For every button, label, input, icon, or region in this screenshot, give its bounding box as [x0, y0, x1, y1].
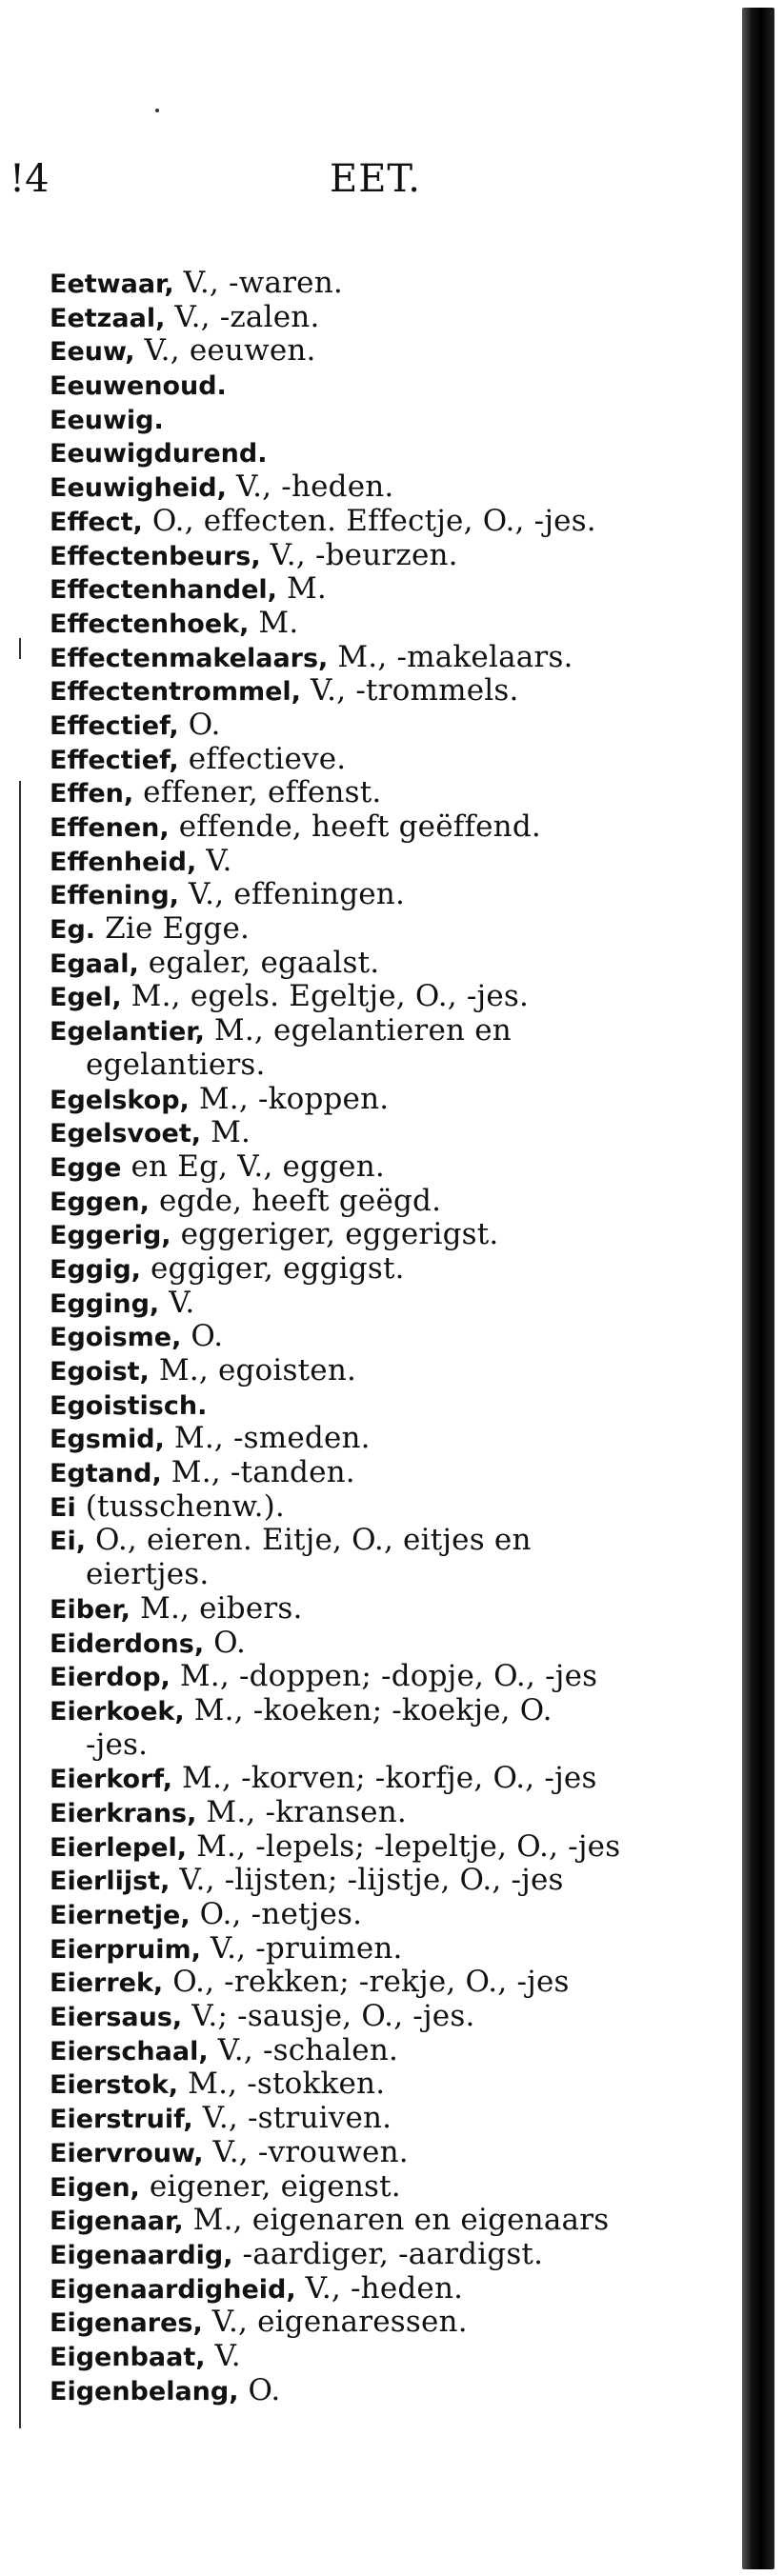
dictionary-entry	[50, 1660, 731, 1694]
entry-definition: O., effecten. Effectje, O., -jes.	[142, 503, 596, 538]
headword: Egsmid,	[50, 1425, 165, 1455]
headword: Eierlepel,	[50, 1832, 188, 1863]
headword: Effening,	[50, 881, 179, 911]
headword: Eggig,	[50, 1254, 141, 1285]
dictionary-entry	[50, 1524, 731, 1558]
headword: Eigenbaat,	[50, 2342, 206, 2372]
dictionary-entry	[50, 1320, 731, 1354]
entry-definition: effende, heeft geëffend.	[169, 809, 541, 844]
headword: Eeuwenoud.	[50, 371, 227, 402]
entry-definition: M., -korven; -korfje, O., -jes	[171, 1761, 597, 1796]
headword: Eierkrans,	[50, 1798, 197, 1828]
entry-definition: effectieve.	[178, 741, 347, 776]
headword: Eiernetje,	[50, 1901, 191, 1930]
entry-definition: egde, heeft geëgd.	[149, 1183, 442, 1218]
entry-definition: V.	[159, 1285, 195, 1320]
entry-definition: O.	[204, 1625, 246, 1660]
entry-definition: V., -struiven.	[192, 2101, 392, 2136]
headword: Eeuwigdurend.	[50, 439, 268, 469]
headword: Eeuwigheid,	[50, 473, 227, 504]
dictionary-entry	[50, 505, 731, 539]
margin-rule	[19, 638, 21, 659]
entry-definition: O., -rekken; -rekje, O., -jes	[163, 1965, 570, 2000]
headword: Eierkoek,	[50, 1696, 185, 1727]
dictionary-entry	[50, 1422, 731, 1456]
headword: Eiersaus,	[50, 2003, 183, 2033]
dictionary-entry	[50, 878, 731, 912]
headword: Eiervrouw,	[50, 2138, 204, 2168]
dictionary-entry	[50, 2204, 731, 2238]
dictionary-entry	[50, 1830, 731, 1865]
dictionary-entry	[50, 1932, 731, 1967]
dictionary-entry	[50, 1116, 731, 1150]
entry-definition: M., egelantieren en	[204, 1013, 512, 1048]
entry-definition: V., -lijsten; -lijstje, O., -jes	[170, 1863, 564, 1898]
headword: Egge	[50, 1152, 122, 1183]
entry-definition: O., -netjes.	[190, 1897, 363, 1931]
headword: Eierlijst,	[50, 1867, 171, 1897]
headword: Effen,	[50, 779, 134, 809]
entry-definition: V., -trommels.	[300, 673, 519, 709]
headword: Egtand,	[50, 1459, 162, 1489]
entry-definition: Zie Egge.	[95, 911, 251, 947]
entry-definition: V., -schalen.	[208, 2032, 399, 2067]
dictionary-entry	[50, 436, 731, 470]
entry-definition: M., -koppen.	[189, 1081, 390, 1116]
headword: Eigen,	[50, 2172, 140, 2203]
entry-definition: M.	[276, 571, 327, 607]
entry-continuation	[50, 1048, 731, 1083]
entry-definition: M., egels. Egeltje, O., -jes.	[121, 979, 530, 1014]
headword: Effectief,	[50, 745, 179, 775]
headword: Eigenaar,	[50, 2207, 184, 2237]
dictionary-entry	[50, 845, 731, 879]
entry-definition: V., effeningen.	[178, 877, 405, 912]
headword: Eeuw,	[50, 337, 135, 368]
dictionary-entry	[50, 470, 731, 505]
headword: Effectenhandel,	[50, 575, 277, 606]
dictionary-entry	[50, 1354, 731, 1388]
headword: Effectenbeurs,	[50, 541, 261, 571]
headword: Effectenmakelaars,	[50, 643, 329, 673]
entry-definition: en Eg, V., eggen.	[121, 1148, 385, 1184]
dictionary-entry	[50, 2136, 731, 2170]
page-number: !4	[10, 157, 50, 201]
entry-definition: V., -heden.	[226, 469, 394, 505]
headword: Egelantier,	[50, 1017, 205, 1048]
entry-definition: V.	[196, 843, 232, 878]
entry-definition: O., eieren. Eitje, O., eitjes en	[85, 1523, 532, 1558]
headword: Eetwaar,	[50, 270, 174, 299]
entry-definition: M.	[249, 605, 299, 640]
headword: Eg.	[50, 915, 96, 946]
dictionary-entry	[50, 980, 731, 1014]
entry-definition: V., -heden.	[295, 2270, 464, 2306]
headword: Ei	[50, 1492, 76, 1523]
dictionary-entry	[50, 1456, 731, 1490]
headword: Eiderdons,	[50, 1628, 205, 1659]
entry-definition: V.	[205, 2338, 241, 2373]
dictionary-entry	[50, 2000, 731, 2034]
entry-definition: M., egoisten.	[149, 1353, 357, 1388]
dictionary-entry	[50, 2272, 731, 2306]
dictionary-entry	[50, 1388, 731, 1423]
dictionary-entry	[50, 2238, 731, 2272]
headword: Effectentrommel,	[50, 677, 301, 708]
dictionary-entry	[50, 539, 731, 573]
dictionary-entry	[50, 709, 731, 743]
entry-definition: O.	[178, 707, 221, 742]
entry-definition: V., -pruimen.	[200, 1930, 403, 1966]
entry-definition: eggiger, eggigst.	[140, 1250, 405, 1286]
entry-definition: M., -smeden.	[164, 1421, 371, 1456]
dictionary-entry	[50, 403, 731, 437]
entry-list	[50, 267, 731, 2407]
headword: Egelsvoet,	[50, 1119, 202, 1149]
headword: Egel,	[50, 983, 122, 1013]
entry-definition: V., eigenaressen.	[202, 2305, 468, 2340]
entry-definition: V., -waren.	[173, 266, 343, 300]
dictionary-entry	[50, 1966, 731, 2000]
headword: Eigenares,	[50, 2308, 203, 2339]
entry-definition: O.	[238, 2372, 281, 2407]
headword: Eigenaardig,	[50, 2240, 233, 2270]
dictionary-entry	[50, 776, 731, 810]
dictionary-entry	[50, 1014, 731, 1048]
dictionary-entry	[50, 1218, 731, 1252]
print-speck	[155, 109, 159, 112]
headword: Effectenhoek,	[50, 609, 250, 639]
entry-definition: -aardiger, -aardigst.	[232, 2236, 544, 2271]
entry-definition: V., -zalen.	[165, 299, 320, 334]
headword: Eigenaardigheid,	[50, 2274, 296, 2305]
entry-definition: V., -beurzen.	[260, 537, 458, 572]
headword: Ei,	[50, 1527, 86, 1557]
headword: Eierstok,	[50, 2070, 179, 2101]
dictionary-entry	[50, 912, 731, 947]
entry-definition: M., -koeken; -koekje, O.	[184, 1692, 553, 1727]
headword: Eierpruim,	[50, 1934, 201, 1965]
dictionary-entry	[50, 572, 731, 607]
headword: Egoist,	[50, 1357, 150, 1387]
headword: Effectief,	[50, 710, 179, 741]
entry-definition: (tusschenw.).	[75, 1488, 285, 1524]
dictionary-entry	[50, 267, 731, 301]
entry-definition: -jes.	[86, 1727, 149, 1762]
headword: Effenheid,	[50, 847, 197, 877]
entry-definition: egelantiers.	[86, 1047, 266, 1082]
entry-continuation	[50, 1728, 731, 1763]
dictionary-entry	[50, 369, 731, 403]
headword: Egoistisch.	[50, 1390, 208, 1421]
headword: Eierrek,	[50, 1968, 164, 1999]
headword: Effect,	[50, 507, 143, 537]
entry-definition: M., -stokken.	[178, 2067, 386, 2102]
dictionary-entry	[50, 2170, 731, 2205]
headword: Eierschaal,	[50, 2036, 209, 2067]
dictionary-entry	[50, 2102, 731, 2136]
headword: Egging,	[50, 1288, 160, 1319]
entry-definition: O.	[181, 1319, 224, 1354]
entry-definition: M., -tanden.	[161, 1455, 355, 1490]
entry-definition: M., -makelaars.	[328, 639, 573, 674]
headword: Eetzaal,	[50, 303, 166, 333]
entry-definition: M., -kransen.	[196, 1794, 407, 1829]
dictionary-entry	[50, 301, 731, 335]
dictionary-entry	[50, 2067, 731, 2102]
dictionary-entry	[50, 2306, 731, 2340]
dictionary-entry	[50, 674, 731, 709]
headword: Eiber,	[50, 1594, 131, 1625]
dictionary-entry	[50, 1762, 731, 1796]
dictionary-entry	[50, 641, 731, 675]
headword: Eigenbelang,	[50, 2376, 239, 2406]
headword: Eierstruif,	[50, 2105, 193, 2135]
dictionary-entry	[50, 1694, 731, 1728]
dictionary-entry	[50, 1185, 731, 1219]
dictionary-entry	[50, 2374, 731, 2408]
entry-definition: V., eeuwen.	[134, 333, 316, 369]
entry-definition: M.	[201, 1115, 251, 1150]
running-head: EET.	[330, 157, 421, 201]
headword: Egoisme,	[50, 1323, 182, 1353]
dictionary-entry	[50, 1490, 731, 1525]
dictionary-entry	[50, 743, 731, 777]
headword: Eggerig,	[50, 1221, 171, 1251]
dictionary-entry	[50, 334, 731, 369]
entry-definition: eggeriger, eggerigst.	[171, 1217, 499, 1252]
dictionary-entry	[50, 1083, 731, 1117]
entry-definition: egaler, egaalst.	[138, 945, 380, 980]
headword: Eggen,	[50, 1187, 150, 1217]
headword: Eierdop,	[50, 1663, 171, 1693]
entry-definition: M., eigenaren en eigenaars	[183, 2203, 610, 2238]
entry-definition: eigener, eigenst.	[139, 2168, 401, 2204]
dictionary-entry	[50, 810, 731, 845]
binding-edge	[742, 8, 774, 2569]
dictionary-entry	[50, 1592, 731, 1627]
headword: Egelskop,	[50, 1085, 190, 1115]
dictionary-entry	[50, 2034, 731, 2068]
entry-definition: eiertjes.	[86, 1557, 210, 1592]
dictionary-entry	[50, 1150, 731, 1185]
entry-definition: effener, effenst.	[133, 775, 382, 810]
dictionary-entry	[50, 1796, 731, 1830]
headword: Eeuwig.	[50, 405, 164, 435]
dictionary-entry	[50, 2340, 731, 2374]
entry-definition: V.; -sausje, O., -jes.	[182, 1999, 475, 2034]
entry-definition: M., eibers.	[130, 1590, 303, 1626]
entry-definition: M., -lepels; -lepeltje, O., -jes	[187, 1828, 621, 1864]
headword: Eierkorf,	[50, 1765, 172, 1795]
dictionary-entry	[50, 607, 731, 641]
dictionary-entry	[50, 1627, 731, 1661]
dictionary-entry	[50, 947, 731, 981]
headword: Effenen,	[50, 813, 170, 843]
dictionary-entry	[50, 1287, 731, 1321]
dictionary-entry	[50, 1252, 731, 1287]
headword: Egaal,	[50, 949, 139, 979]
dictionary-entry	[50, 1864, 731, 1898]
entry-definition: M., -doppen; -dopje, O., -jes	[170, 1659, 598, 1694]
dictionary-entry	[50, 1898, 731, 1932]
entry-continuation	[50, 1558, 731, 1592]
entry-definition: V., -vrouwen.	[203, 2134, 409, 2169]
margin-rule	[19, 781, 21, 2428]
